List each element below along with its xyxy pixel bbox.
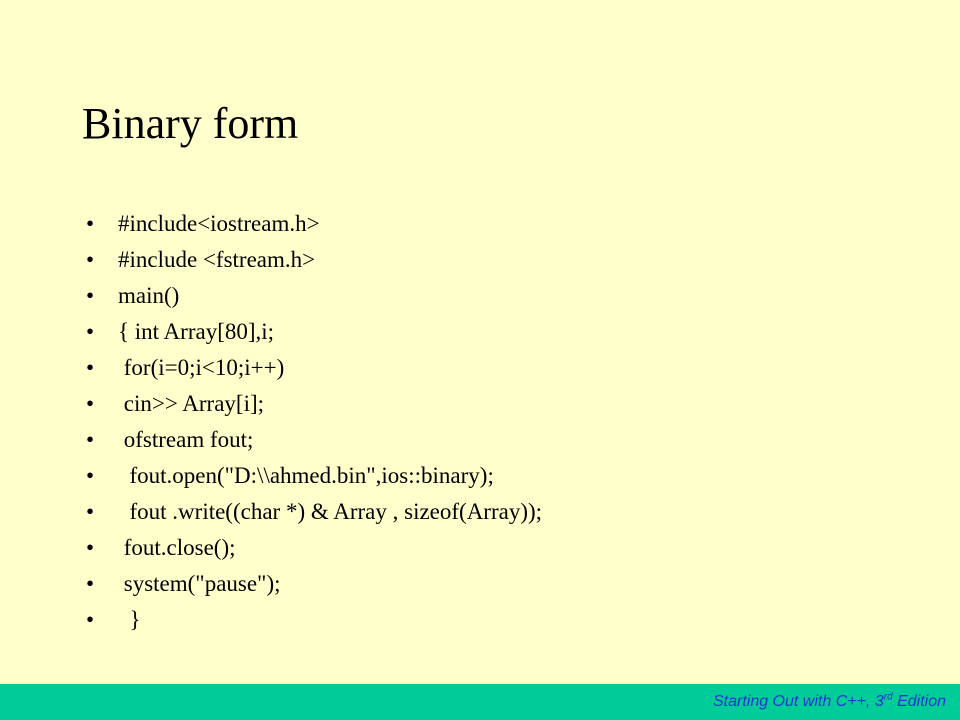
- bullet-item: [0, 422, 960, 458]
- bullet-icon: •: [86, 463, 95, 488]
- bullet-item: [0, 386, 960, 422]
- bullet-item: [0, 350, 960, 386]
- code-line: fout.open("D:\\ahmed.bin",ios::binary);: [118, 463, 494, 488]
- bullet-icon: •: [86, 211, 95, 236]
- bullet-item: [0, 314, 960, 350]
- footer-superscript: rd: [883, 691, 893, 703]
- code-line: { int Array[80],i;: [118, 319, 275, 344]
- bullet-icon: •: [86, 607, 95, 632]
- bullet-icon: •: [86, 319, 95, 344]
- bullet-icon: •: [86, 499, 95, 524]
- code-line: cin>> Array[i];: [118, 391, 265, 416]
- bullet-item: [0, 494, 960, 530]
- bullet-item: [0, 278, 960, 314]
- bullet-item: [0, 458, 960, 494]
- bullet-item: [0, 206, 960, 242]
- code-line: ofstream fout;: [118, 427, 254, 452]
- code-line: #include<iostream.h>: [118, 211, 320, 236]
- code-line: system("pause");: [118, 571, 281, 596]
- code-line: fout.close();: [118, 535, 236, 560]
- bullet-icon: •: [86, 427, 95, 452]
- code-line: fout .write((char *) & Array , sizeof(Array));: [118, 499, 543, 524]
- bullet-icon: •: [86, 355, 95, 380]
- bullet-icon: •: [86, 391, 95, 416]
- bullet-icon: •: [86, 247, 95, 272]
- bullet-item: [0, 530, 960, 566]
- code-line: main(): [118, 283, 180, 308]
- code-line: for(i=0;i<10;i++): [118, 355, 285, 380]
- bullet-item: [0, 566, 960, 602]
- footer-caption: [713, 690, 946, 714]
- footer-text-main: Starting Out with C++, 3: [712, 693, 884, 710]
- bullet-icon: •: [86, 283, 95, 308]
- footer-text-edition: Edition: [892, 693, 946, 710]
- bullet-icon: •: [86, 535, 95, 560]
- code-line: #include <fstream.h>: [118, 247, 316, 272]
- bullet-item: [0, 602, 960, 638]
- code-line: }: [118, 607, 141, 632]
- bullet-list: [0, 206, 960, 638]
- slide-title: Binary form: [82, 99, 299, 148]
- bullet-icon: •: [86, 571, 95, 596]
- footer-bar: [0, 684, 960, 720]
- bullet-item: [0, 242, 960, 278]
